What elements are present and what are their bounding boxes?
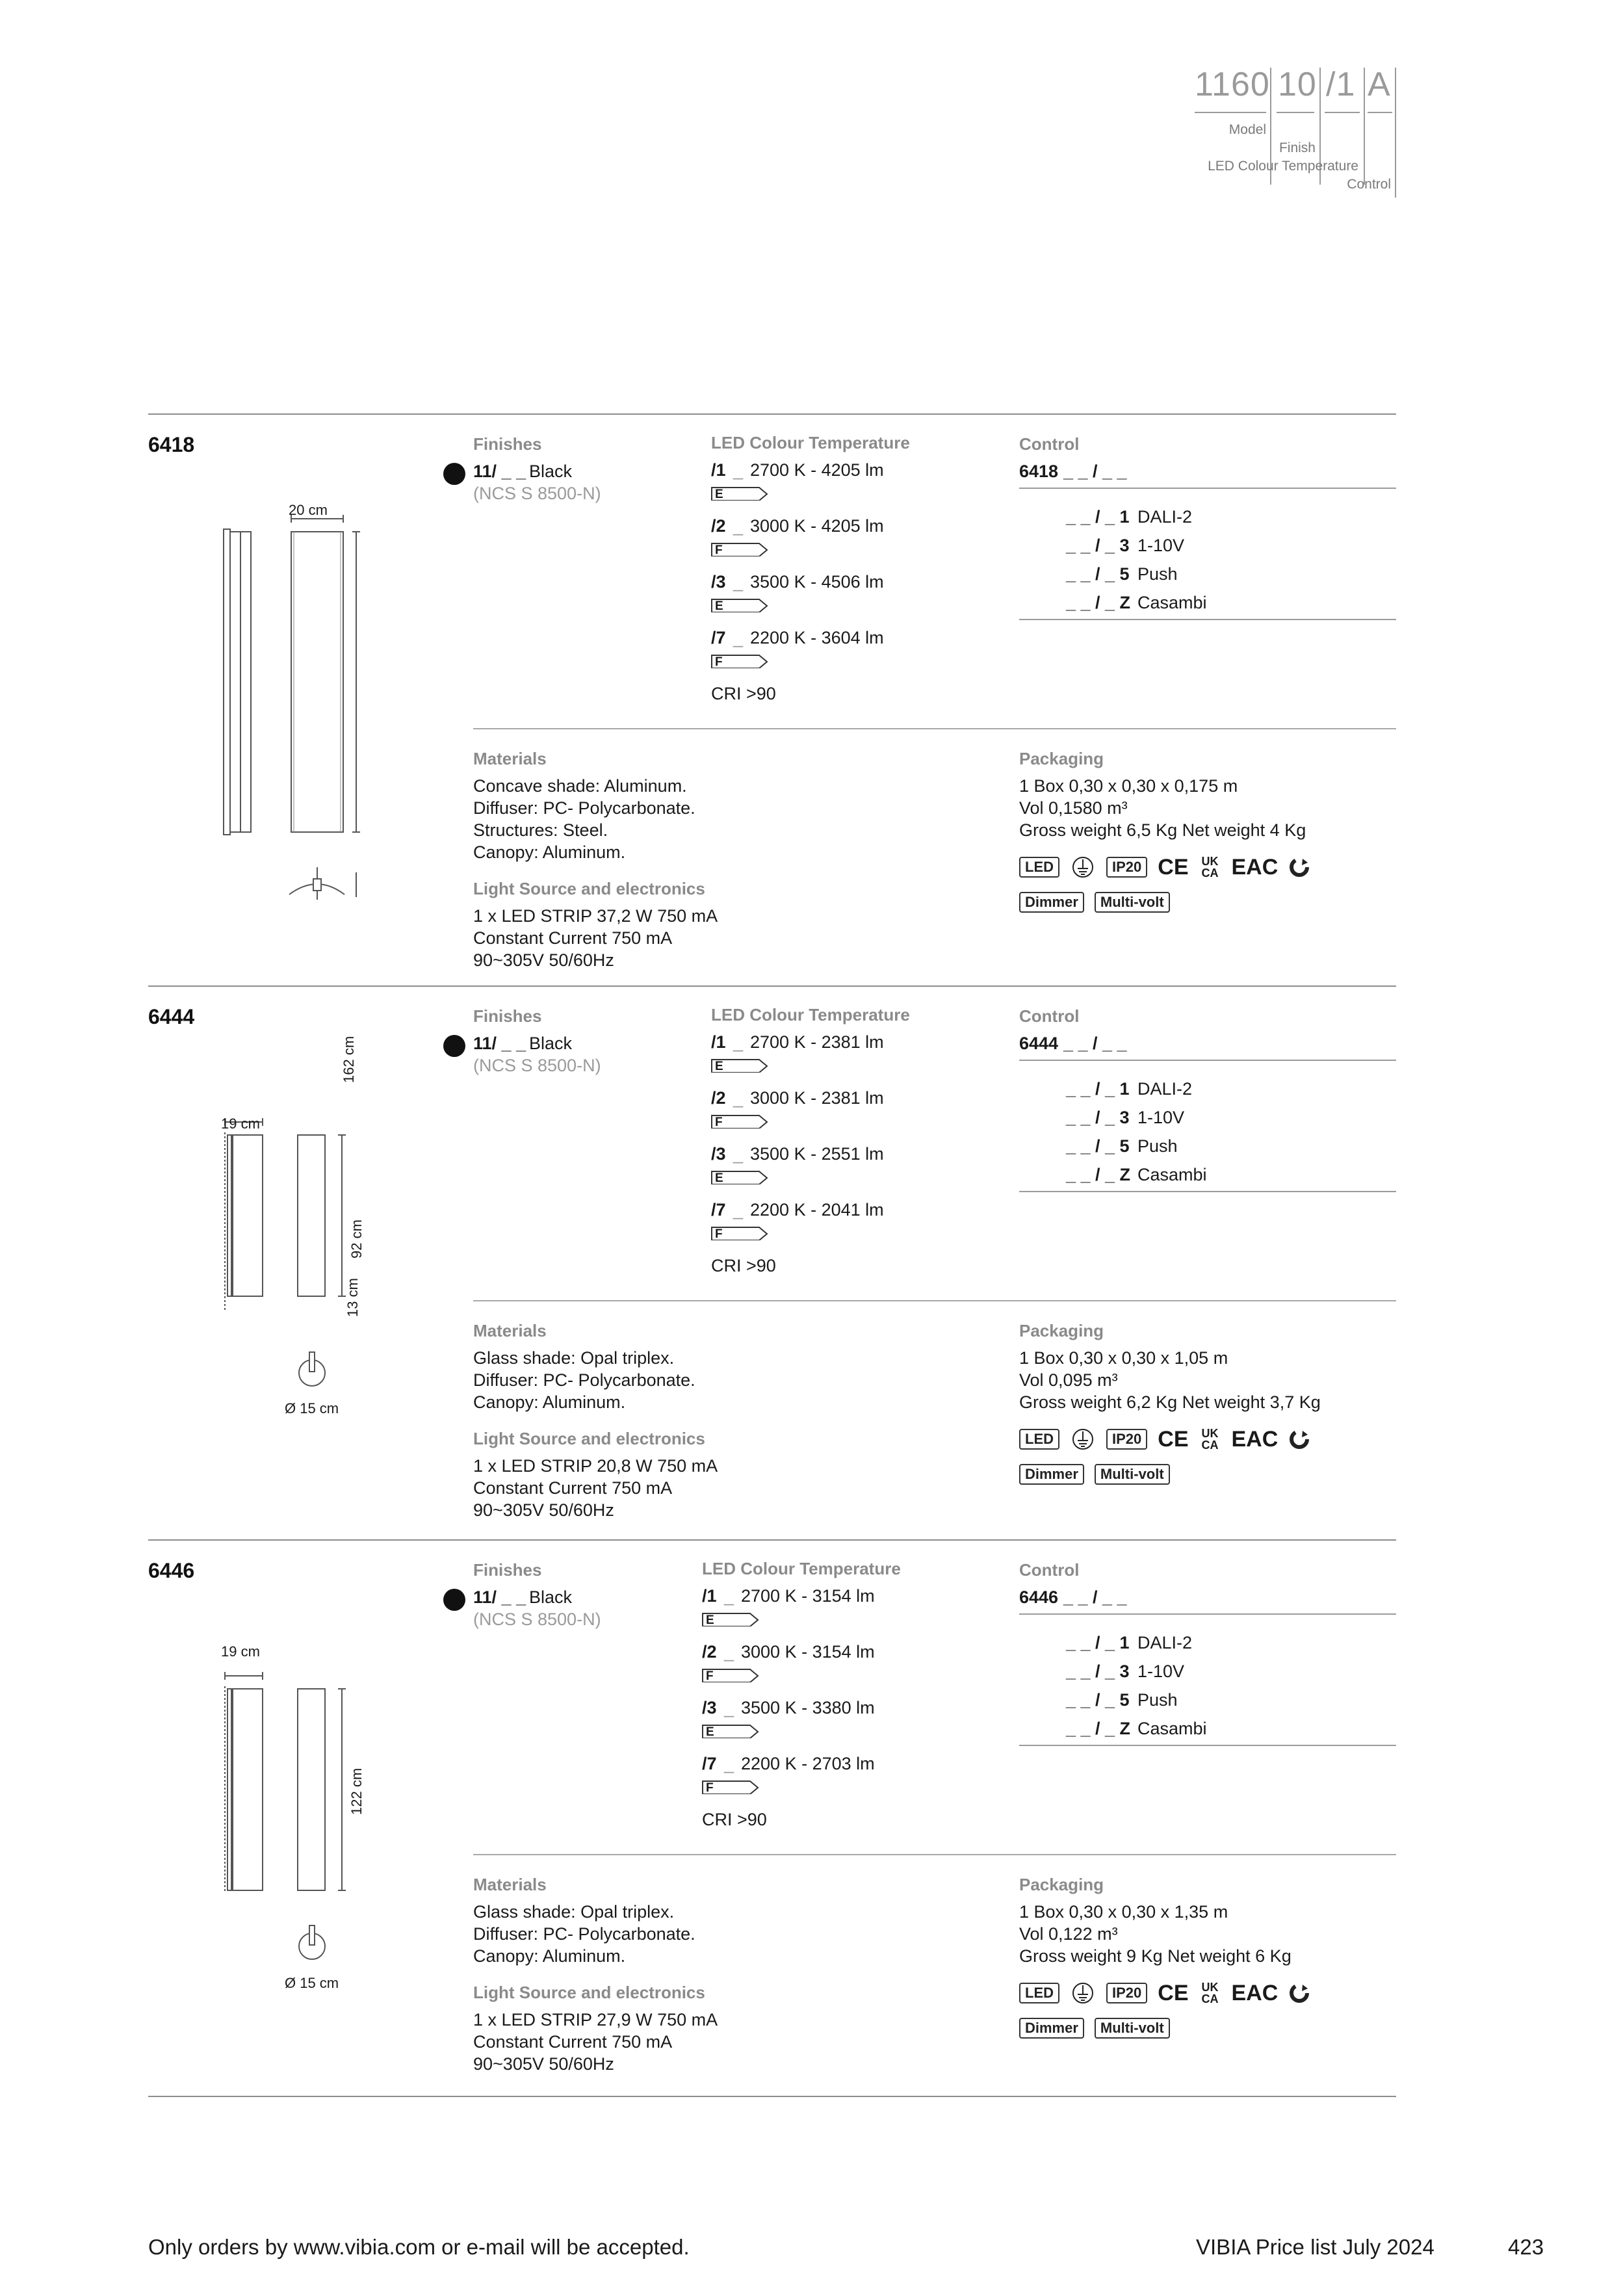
legend-rule: [1325, 112, 1360, 113]
legend-rule: [1368, 112, 1392, 113]
subsection-rule: [473, 1854, 1396, 1855]
led-code-separator: _: [724, 1642, 734, 1662]
finish-code: 11/ _ _: [473, 1587, 526, 1607]
control-option-code: _ _ / _ 1: [1066, 507, 1130, 527]
ukca-mark-icon: UK CA: [1201, 1427, 1219, 1452]
led-badge: LED: [1019, 857, 1059, 878]
control-option-code: _ _ / _ 5: [1066, 564, 1130, 584]
control-header: Control: [1019, 1006, 1080, 1026]
light-source-header: Light Source and electronics: [473, 1983, 705, 2002]
certification-row: [1019, 1428, 1310, 1451]
height-dimension: 122 cm: [348, 1768, 365, 1815]
led-code-separator: _: [733, 628, 744, 647]
packaging-weight: Gross weight 9 Kg Net weight 6 Kg: [1019, 1946, 1292, 1966]
cri-value: CRI >90: [711, 684, 776, 703]
control-option-name: Push: [1137, 1690, 1178, 1710]
material-item: Canopy: Aluminum.: [473, 1392, 626, 1412]
dimmer-badge: Dimmer: [1019, 2018, 1084, 2039]
control-option-code: _ _ / _ 1: [1066, 1079, 1130, 1099]
subsection-rule: [473, 1300, 1396, 1301]
control-option-name: 1-10V: [1137, 536, 1185, 555]
led-badge: LED: [1019, 1429, 1059, 1450]
packaging-box: 1 Box 0,30 x 0,30 x 1,35 m: [1019, 1902, 1228, 1922]
packaging-volume: Vol 0,1580 m³: [1019, 798, 1128, 818]
model-number: 6446: [148, 1559, 195, 1582]
energy-class-label: F: [706, 1669, 714, 1683]
finish-ncs: (NCS S 8500-N): [473, 1056, 601, 1075]
material-item: Diffuser: PC- Polycarbonate.: [473, 798, 695, 818]
finish-name: Black: [529, 1587, 573, 1607]
led-code-separator: _: [733, 460, 744, 480]
led-code-separator: _: [724, 1754, 734, 1773]
led-code-separator: _: [733, 572, 744, 592]
control-option-name: DALI-2: [1137, 507, 1193, 527]
feature-badges: [1019, 892, 1170, 913]
control-option-name: Push: [1137, 1136, 1178, 1156]
energy-class-label: F: [715, 655, 723, 669]
led-spec: 2200 K - 3604 lm: [750, 628, 884, 647]
led-code-separator: _: [733, 1144, 744, 1164]
eac-mark-icon: EAC: [1231, 1427, 1279, 1452]
earth-class-icon: [1070, 1981, 1096, 2005]
led-spec: 2200 K - 2703 lm: [741, 1754, 875, 1773]
led-spec: 2700 K - 4205 lm: [750, 460, 884, 480]
recycle-icon: [1288, 1982, 1310, 2004]
control-option-code: _ _ / _ 3: [1066, 536, 1130, 555]
black-finish-swatch: [443, 1035, 465, 1057]
light-source-item: 1 x LED STRIP 27,9 W 750 mA: [473, 2010, 718, 2029]
black-finish-swatch: [443, 1589, 465, 1611]
finish-ncs: (NCS S 8500-N): [473, 1610, 601, 1629]
led-header: LED Colour Temperature: [711, 1005, 910, 1024]
material-item: Glass shade: Opal triplex.: [473, 1348, 675, 1368]
material-item: Canopy: Aluminum.: [473, 1946, 626, 1966]
control-option-name: Casambi: [1137, 1719, 1207, 1738]
feature-badges: [1019, 1464, 1170, 1485]
light-source-header: Light Source and electronics: [473, 1429, 705, 1448]
control-rule: [1019, 1060, 1396, 1061]
eac-mark-icon: EAC: [1231, 855, 1279, 880]
led-spec: 3500 K - 3380 lm: [741, 1698, 875, 1717]
multi-volt-badge: Multi-volt: [1095, 2018, 1170, 2039]
material-item: Diffuser: PC- Polycarbonate.: [473, 1370, 695, 1390]
led-header: LED Colour Temperature: [702, 1559, 901, 1578]
light-source-item: 90~305V 50/60Hz: [473, 950, 614, 970]
led-spec: 3000 K - 4205 lm: [750, 516, 884, 536]
recycle-icon: [1288, 1428, 1310, 1450]
control-option-code: _ _ / _ 1: [1066, 1633, 1130, 1652]
control-code-suffix: _ _ / _ _: [1063, 1587, 1127, 1607]
led-spec: 3500 K - 4506 lm: [750, 572, 884, 592]
canopy-drawing: [296, 1350, 328, 1389]
legend-control-code: A: [1368, 66, 1391, 103]
legend-label-control: Control: [1347, 177, 1391, 192]
led-spec: 2700 K - 2381 lm: [750, 1032, 884, 1052]
ip20-badge: IP20: [1106, 857, 1147, 878]
control-header: Control: [1019, 1560, 1080, 1580]
led-code-separator: _: [733, 1200, 744, 1220]
led-code: /7: [711, 1200, 726, 1220]
energy-class-label: F: [706, 1781, 714, 1795]
control-option-code: _ _ / _ Z: [1066, 1165, 1131, 1184]
energy-class-label: E: [706, 1613, 714, 1627]
legend-label-led: LED Colour Temperature: [1208, 159, 1358, 174]
energy-class-label: E: [715, 488, 723, 501]
led-code: /7: [711, 628, 726, 647]
legend-rule: [1277, 112, 1314, 113]
control-model-code: 6444: [1019, 1034, 1059, 1053]
canopy-dimension: 13 cm: [344, 1278, 361, 1317]
control-option-name: 1-10V: [1137, 1662, 1185, 1681]
control-rule: [1019, 488, 1396, 489]
control-option-name: 1-10V: [1137, 1108, 1185, 1127]
height-dimension: 92 cm: [348, 1220, 365, 1259]
control-option-name: DALI-2: [1137, 1079, 1193, 1099]
subsection-rule: [473, 728, 1396, 729]
control-option-code: _ _ / _ Z: [1066, 1719, 1131, 1738]
packaging-weight: Gross weight 6,5 Kg Net weight 4 Kg: [1019, 820, 1306, 840]
control-rule: [1019, 1745, 1396, 1746]
cri-value: CRI >90: [711, 1256, 776, 1275]
eac-mark-icon: EAC: [1231, 1981, 1279, 2005]
light-source-item: 1 x LED STRIP 20,8 W 750 mA: [473, 1456, 718, 1476]
control-header: Control: [1019, 434, 1080, 454]
led-badge: LED: [1019, 1983, 1059, 2003]
model-number: 6444: [148, 1005, 195, 1028]
material-item: Concave shade: Aluminum.: [473, 776, 687, 796]
material-item: Diffuser: PC- Polycarbonate.: [473, 1924, 695, 1944]
diameter-dimension: Ø 15 cm: [285, 1400, 339, 1416]
control-rule: [1019, 1613, 1396, 1615]
ce-mark-icon: CE: [1158, 855, 1189, 880]
led-code: /3: [711, 572, 726, 592]
control-option-code: _ _ / _ 3: [1066, 1108, 1130, 1127]
light-source-item: Constant Current 750 mA: [473, 928, 673, 948]
control-rule: [1019, 619, 1396, 620]
led-code: /2: [711, 516, 726, 536]
section-rule: [148, 2096, 1396, 2097]
control-option-name: Casambi: [1137, 1165, 1207, 1184]
light-source-item: 90~305V 50/60Hz: [473, 1500, 614, 1520]
certification-row: [1019, 1981, 1310, 2005]
canopy-drawing: [296, 1923, 328, 1962]
led-header: LED Colour Temperature: [711, 433, 910, 452]
packaging-weight: Gross weight 6,2 Kg Net weight 3,7 Kg: [1019, 1392, 1321, 1412]
materials-header: Materials: [473, 1875, 547, 1894]
feature-badges: [1019, 2018, 1170, 2039]
led-spec: 3000 K - 3154 lm: [741, 1642, 875, 1662]
light-source-item: Constant Current 750 mA: [473, 2032, 673, 2052]
energy-class-label: E: [715, 599, 723, 613]
control-option-code: _ _ / _ 3: [1066, 1662, 1130, 1681]
material-item: Structures: Steel.: [473, 820, 608, 840]
legend-model-code: 1160: [1195, 66, 1270, 103]
ce-mark-icon: CE: [1158, 1427, 1189, 1452]
led-code: /1: [711, 1032, 726, 1052]
led-spec: 2200 K - 2041 lm: [750, 1200, 884, 1220]
earth-class-icon: [1070, 855, 1096, 879]
finish-ncs: (NCS S 8500-N): [473, 484, 601, 503]
product-drawing: [214, 491, 383, 959]
packaging-header: Packaging: [1019, 749, 1104, 768]
recycle-icon: [1288, 856, 1310, 878]
finish-name: Black: [529, 1034, 573, 1053]
materials-header: Materials: [473, 749, 547, 768]
control-code-suffix: _ _ / _ _: [1063, 1034, 1127, 1053]
energy-class-label: F: [715, 543, 723, 557]
control-model-code: 6418: [1019, 462, 1059, 481]
light-source-header: Light Source and electronics: [473, 879, 705, 898]
led-code: /1: [702, 1586, 717, 1606]
order-notice: Only orders by www.vibia.com or e-mail will be accepted.: [148, 2235, 690, 2259]
section-rule: [148, 1539, 1396, 1541]
black-finish-swatch: [443, 463, 465, 485]
led-code-separator: _: [724, 1698, 734, 1717]
model-code-legend: [1183, 65, 1397, 202]
control-option-code: _ _ / _ 5: [1066, 1690, 1130, 1710]
led-code: /2: [711, 1088, 726, 1108]
section-rule: [148, 985, 1396, 987]
materials-header: Materials: [473, 1321, 547, 1340]
led-code: /3: [711, 1144, 726, 1164]
light-source-item: 90~305V 50/60Hz: [473, 2054, 614, 2074]
energy-class-label: E: [715, 1171, 723, 1185]
legend-label-finish: Finish: [1279, 140, 1316, 155]
control-model-code: 6446: [1019, 1587, 1059, 1607]
packaging-volume: Vol 0,095 m³: [1019, 1370, 1118, 1390]
certification-row: [1019, 855, 1310, 879]
energy-class-label: E: [706, 1725, 714, 1739]
cri-value: CRI >90: [702, 1810, 767, 1829]
legend-label-model: Model: [1228, 122, 1266, 137]
ukca-mark-icon: UK CA: [1201, 855, 1219, 880]
control-code-suffix: _ _ / _ _: [1063, 462, 1127, 481]
material-item: Glass shade: Opal triplex.: [473, 1902, 675, 1922]
legend-led-code: /1: [1326, 66, 1356, 103]
earth-class-icon: [1070, 1428, 1096, 1451]
led-code: /3: [702, 1698, 717, 1717]
led-code: /7: [702, 1754, 717, 1773]
control-option-code: _ _ / _ Z: [1066, 593, 1131, 612]
packaging-header: Packaging: [1019, 1875, 1104, 1894]
packaging-box: 1 Box 0,30 x 0,30 x 0,175 m: [1019, 776, 1238, 796]
light-source-item: Constant Current 750 mA: [473, 1478, 673, 1498]
finish-code: 11/ _ _: [473, 462, 526, 481]
energy-class-label: E: [715, 1060, 723, 1073]
dimmer-badge: Dimmer: [1019, 1464, 1084, 1485]
legend-finish-code: 10: [1278, 66, 1317, 103]
control-option-name: DALI-2: [1137, 1633, 1193, 1652]
finishes-header: Finishes: [473, 1006, 542, 1026]
led-code-separator: _: [724, 1586, 734, 1606]
finish-name: Black: [529, 462, 573, 481]
energy-class-label: F: [715, 1227, 723, 1241]
finishes-header: Finishes: [473, 1560, 542, 1580]
led-spec: 3500 K - 2551 lm: [750, 1144, 884, 1164]
ukca-mark-icon: UK CA: [1201, 1981, 1219, 2005]
height-dimension: 162 cm: [341, 1036, 357, 1083]
led-spec: 3000 K - 2381 lm: [750, 1088, 884, 1108]
dimmer-badge: Dimmer: [1019, 892, 1084, 913]
control-option-name: Push: [1137, 564, 1178, 584]
ip20-badge: IP20: [1106, 1429, 1147, 1450]
width-dimension: 19 cm: [221, 1115, 260, 1132]
multi-volt-badge: Multi-volt: [1095, 892, 1170, 913]
led-code-separator: _: [733, 1088, 744, 1108]
finish-code: 11/ _ _: [473, 1034, 526, 1053]
material-item: Canopy: Aluminum.: [473, 842, 626, 862]
light-source-item: 1 x LED STRIP 37,2 W 750 mA: [473, 906, 718, 926]
led-code: /2: [702, 1642, 717, 1662]
control-option-code: _ _ / _ 5: [1066, 1136, 1130, 1156]
width-dimension: 20 cm: [289, 502, 328, 518]
brand-price-list: VIBIA Price list July 2024: [1196, 2235, 1435, 2259]
packaging-header: Packaging: [1019, 1321, 1104, 1340]
page-number: 423: [1508, 2235, 1544, 2259]
led-spec: 2700 K - 3154 lm: [741, 1586, 875, 1606]
finishes-header: Finishes: [473, 434, 542, 454]
led-code-separator: _: [733, 1032, 744, 1052]
led-code-separator: _: [733, 516, 744, 536]
legend-divider: [1364, 68, 1365, 185]
control-rule: [1019, 1191, 1396, 1192]
led-code: /1: [711, 460, 726, 480]
legend-rule: [1195, 112, 1266, 113]
packaging-box: 1 Box 0,30 x 0,30 x 1,05 m: [1019, 1348, 1228, 1368]
packaging-volume: Vol 0,122 m³: [1019, 1924, 1118, 1944]
ip20-badge: IP20: [1106, 1983, 1147, 2003]
section-rule: [148, 413, 1396, 415]
diameter-dimension: Ø 15 cm: [285, 1975, 339, 1991]
multi-volt-badge: Multi-volt: [1095, 1464, 1170, 1485]
energy-class-label: F: [715, 1115, 723, 1129]
control-option-name: Casambi: [1137, 593, 1207, 612]
model-number: 6418: [148, 433, 195, 456]
width-dimension: 19 cm: [221, 1643, 260, 1660]
legend-divider: [1395, 68, 1396, 198]
ce-mark-icon: CE: [1158, 1981, 1189, 2005]
